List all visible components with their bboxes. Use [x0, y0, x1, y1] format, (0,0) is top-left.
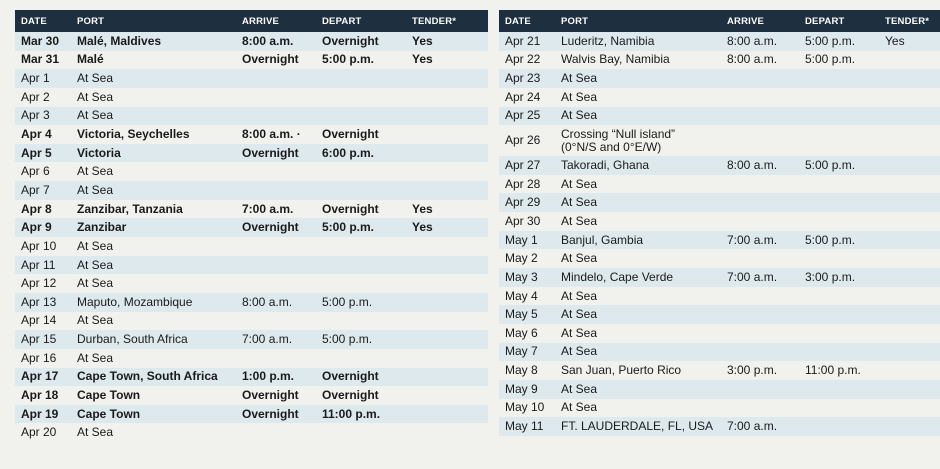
cell-depart: 5:00 p.m.: [322, 294, 373, 309]
cell-arrive: 7:00 a.m.: [727, 232, 778, 247]
cell-date: Apr 9: [21, 220, 52, 235]
cell-depart: [316, 69, 406, 88]
cell-port: At Sea: [77, 71, 114, 86]
table-row: [499, 51, 940, 70]
cell-tender: [406, 423, 488, 442]
cell-arrive: [236, 69, 316, 88]
table-row: [499, 69, 940, 88]
cell-port: Durban, South Africa: [77, 332, 188, 347]
cell-date: Apr 28: [505, 176, 541, 191]
cell-arrive: Overnight: [242, 52, 299, 67]
cell-arrive: [721, 249, 799, 268]
cell-tender: [406, 330, 488, 349]
cell-depart: [799, 193, 879, 212]
cell-port: At Sea: [77, 89, 114, 104]
cell-depart: 5:00 p.m.: [805, 52, 856, 67]
table-row: [15, 312, 488, 331]
cell-depart: Overnight: [322, 201, 379, 216]
cell-depart: [799, 343, 879, 362]
cell-port: At Sea: [561, 381, 598, 396]
cell-depart: [799, 175, 879, 194]
cell-date: Apr 2: [21, 89, 50, 104]
cell-tender: [879, 107, 940, 126]
table-row: [499, 268, 940, 287]
cell-port: At Sea: [561, 325, 598, 340]
cell-arrive: [721, 343, 799, 362]
table-row: [15, 181, 488, 200]
cell-date: May 1: [505, 232, 538, 247]
cell-port: Zanzibar: [77, 220, 127, 235]
cell-port: Cape Town: [77, 406, 141, 421]
cell-arrive: Overnight: [242, 220, 299, 235]
cell-date: May 5: [505, 307, 538, 322]
cell-date: Apr 17: [21, 369, 59, 384]
cell-depart: [799, 69, 879, 88]
cell-date: Apr 21: [505, 33, 541, 48]
cell-port: Maputo, Mozambique: [77, 294, 193, 309]
table-row: [499, 417, 940, 436]
cell-port: Cape Town, South Africa: [77, 369, 218, 384]
cell-arrive: [236, 237, 316, 256]
cell-tender: [879, 231, 940, 250]
cell-arrive: [236, 107, 316, 126]
cell-date: Apr 22: [505, 52, 541, 67]
cell-tender: [406, 293, 488, 312]
table-row: [15, 237, 488, 256]
cell-depart: [799, 324, 879, 343]
cell-port: At Sea: [561, 288, 598, 303]
cell-depart: [316, 107, 406, 126]
cell-depart: 11:00 p.m.: [805, 363, 861, 378]
cell-date: Apr 3: [21, 108, 50, 123]
cell-tender: [879, 268, 940, 287]
schedule-table: [499, 10, 940, 436]
cell-depart: Overnight: [322, 33, 379, 48]
cell-arrive: [721, 193, 799, 212]
cell-date: May 6: [505, 325, 538, 340]
cell-tender: Yes: [885, 33, 905, 48]
table-row: [15, 349, 488, 368]
cell-depart: [799, 88, 879, 107]
cell-depart: [799, 417, 879, 436]
cell-date: Apr 11: [21, 257, 56, 272]
cell-arrive: [721, 324, 799, 343]
cell-depart: [316, 256, 406, 275]
table-row: [499, 324, 940, 343]
header-port: PORT: [561, 15, 589, 27]
table-row: [15, 405, 488, 424]
cell-tender: [406, 368, 488, 387]
cell-arrive: 8:00 a.m.: [242, 294, 293, 309]
cell-port: Walvis Bay, Namibia: [561, 52, 670, 67]
cell-date: May 11: [505, 418, 544, 433]
cell-depart: [799, 305, 879, 324]
cell-date: May 7: [505, 344, 538, 359]
table-row: [15, 368, 488, 387]
cell-depart: [799, 125, 879, 156]
cell-date: Apr 6: [21, 164, 50, 179]
table-row: [15, 51, 488, 70]
cell-date: Apr 15: [21, 332, 57, 347]
cell-tender: [879, 324, 940, 343]
cell-port: At Sea: [561, 195, 598, 210]
table-row: [499, 156, 940, 175]
cell-arrive: [721, 69, 799, 88]
cell-depart: 5:00 p.m.: [805, 158, 856, 173]
cell-depart: [316, 274, 406, 293]
table-row: [15, 256, 488, 275]
cell-depart: [799, 287, 879, 306]
cell-tender: [406, 274, 488, 293]
cell-tender: [879, 88, 940, 107]
table-row: [499, 107, 940, 126]
cell-port: At Sea: [561, 108, 598, 123]
cell-depart: [316, 181, 406, 200]
cell-arrive: [721, 399, 799, 418]
table-row: [15, 88, 488, 107]
cell-tender: Yes: [412, 52, 433, 67]
cell-tender: Yes: [412, 220, 433, 235]
table-row: [15, 200, 488, 219]
cell-port: Victoria: [77, 145, 121, 160]
table-row: [15, 330, 488, 349]
cell-depart: 5:00 p.m.: [805, 33, 856, 48]
table-row: [499, 125, 940, 156]
cell-depart: Overnight: [322, 127, 379, 142]
cell-arrive: [721, 212, 799, 231]
cell-tender: [879, 417, 940, 436]
cell-depart: [799, 107, 879, 126]
cell-tender: [406, 237, 488, 256]
cell-tender: [406, 386, 488, 405]
cell-arrive: [236, 312, 316, 331]
cell-date: Apr 16: [21, 350, 57, 365]
table-row: [15, 274, 488, 293]
cell-tender: [406, 405, 488, 424]
cell-port: Victoria, Seychelles: [77, 127, 190, 142]
cell-date: Apr 18: [21, 387, 59, 402]
cell-port: At Sea: [561, 89, 598, 104]
cell-port: At Sea: [77, 425, 114, 440]
cell-depart: [316, 162, 406, 181]
header-port: PORT: [77, 15, 105, 27]
cell-date: Apr 12: [21, 276, 57, 291]
cell-arrive: 8:00 a.m. ·: [242, 127, 301, 142]
cell-tender: Yes: [412, 201, 433, 216]
table-row: [499, 305, 940, 324]
cell-arrive: 7:00 a.m.: [727, 418, 778, 433]
cell-arrive: Overnight: [242, 387, 299, 402]
table-row: [499, 32, 940, 51]
cell-depart: Overnight: [322, 387, 379, 402]
cell-tender: [879, 51, 940, 70]
table-row: [15, 162, 488, 181]
cell-port: Cape Town: [77, 387, 141, 402]
cell-port: Malé: [77, 52, 104, 67]
header-date: DATE: [21, 15, 47, 27]
cell-tender: [879, 287, 940, 306]
itinerary-table-right: [499, 10, 940, 436]
cell-arrive: Overnight: [242, 145, 299, 160]
cell-date: Apr 5: [21, 145, 52, 160]
cell-arrive: [236, 256, 316, 275]
cell-port: At Sea: [77, 164, 114, 179]
cell-depart: Overnight: [322, 369, 379, 384]
cell-depart: 6:00 p.m.: [322, 145, 375, 160]
cell-port: At Sea: [561, 251, 598, 266]
cell-tender: [406, 107, 488, 126]
cell-date: Apr 14: [21, 313, 57, 328]
cell-date: May 9: [505, 381, 538, 396]
cell-arrive: 7:00 a.m.: [727, 269, 778, 284]
cell-port: At Sea: [77, 238, 114, 253]
table-row: [15, 32, 488, 51]
cell-depart: 5:00 p.m.: [322, 220, 375, 235]
cell-arrive: [721, 107, 799, 126]
cell-tender: [879, 212, 940, 231]
cell-date: May 8: [505, 363, 538, 378]
header-tender: TENDER*: [885, 15, 930, 27]
cell-date: Apr 30: [505, 213, 541, 228]
schedule-body: [15, 32, 488, 442]
table-row: [499, 212, 940, 231]
cell-port: Takoradi, Ghana: [561, 158, 650, 173]
cell-port: At Sea: [561, 344, 598, 359]
cell-tender: [406, 125, 488, 144]
table-row: [15, 125, 488, 144]
cell-port: At Sea: [77, 182, 114, 197]
cell-date: Apr 29: [505, 195, 541, 210]
cell-port-line1: Crossing “Null island”: [561, 126, 676, 141]
cell-arrive: [721, 175, 799, 194]
cell-tender: [406, 69, 488, 88]
header-depart: DEPART: [322, 15, 362, 27]
cell-date: Apr 25: [505, 108, 541, 123]
cell-date: Apr 26: [505, 133, 541, 148]
header-tender: TENDER*: [412, 15, 457, 27]
table-row: [15, 107, 488, 126]
table-row: [499, 88, 940, 107]
cell-arrive: [721, 125, 799, 156]
cell-tender: [406, 162, 488, 181]
cell-port: Zanzibar, Tanzania: [77, 201, 183, 216]
cell-arrive: 8:00 a.m.: [727, 52, 778, 67]
cell-tender: [406, 312, 488, 331]
cell-port: [555, 125, 721, 156]
cell-arrive: 1:00 p.m.: [242, 369, 295, 384]
cell-arrive: [236, 181, 316, 200]
cell-tender: [879, 156, 940, 175]
cell-port: At Sea: [77, 257, 114, 272]
cell-port: At Sea: [561, 213, 598, 228]
cell-depart: [316, 88, 406, 107]
cell-date: Mar 31: [21, 52, 60, 67]
cell-tender: [879, 175, 940, 194]
table-row: [499, 193, 940, 212]
cell-port: At Sea: [77, 108, 114, 123]
cell-tender: [406, 88, 488, 107]
cell-arrive: [721, 287, 799, 306]
cell-date: May 3: [505, 269, 538, 284]
cell-tender: [879, 343, 940, 362]
cell-port-line2: (0°N/S and 0°E/W): [561, 139, 662, 154]
table-header-row: [15, 10, 488, 32]
cell-date: Apr 1: [21, 71, 50, 86]
header-date: DATE: [505, 15, 531, 27]
cell-tender: [879, 125, 940, 156]
cell-port: At Sea: [561, 400, 598, 415]
cell-tender: [879, 380, 940, 399]
cell-arrive: Overnight: [242, 406, 299, 421]
cell-tender: [406, 181, 488, 200]
cell-arrive: [236, 274, 316, 293]
cell-arrive: 8:00 a.m.: [242, 33, 294, 48]
cell-arrive: 7:00 a.m.: [242, 332, 293, 347]
cell-tender: [879, 249, 940, 268]
cell-depart: 3:00 p.m.: [805, 269, 856, 284]
cell-arrive: [721, 88, 799, 107]
table-row: [15, 218, 488, 237]
table-row: [499, 175, 940, 194]
cell-arrive: [236, 162, 316, 181]
cell-date: Apr 7: [21, 182, 50, 197]
cell-depart: 5:00 p.m.: [322, 332, 373, 347]
cell-tender: [406, 144, 488, 163]
cell-date: May 4: [505, 288, 538, 303]
cell-date: May 2: [505, 251, 538, 266]
cell-date: Apr 10: [21, 238, 57, 253]
header-arrive: ARRIVE: [242, 15, 280, 27]
cell-depart: [316, 349, 406, 368]
cell-tender: [879, 305, 940, 324]
cell-arrive: [721, 305, 799, 324]
cell-port: Mindelo, Cape Verde: [561, 269, 674, 284]
table-row: [499, 231, 940, 250]
itinerary-table-left: [15, 10, 488, 442]
cell-date: May 10: [505, 400, 545, 415]
header-arrive: ARRIVE: [727, 15, 765, 27]
cell-arrive: 8:00 a.m.: [727, 158, 778, 173]
cell-arrive: 8:00 a.m.: [727, 33, 778, 48]
cell-arrive: 3:00 p.m.: [727, 363, 778, 378]
table-row: [15, 144, 488, 163]
cell-port: Malé, Maldives: [77, 33, 162, 48]
cell-tender: [406, 256, 488, 275]
cell-tender: [879, 361, 940, 380]
cell-depart: 5:00 p.m.: [322, 52, 375, 67]
cell-date: Mar 30: [21, 33, 60, 48]
cell-port: Banjul, Gambia: [561, 232, 644, 247]
cell-date: Apr 13: [21, 294, 57, 309]
cell-depart: 5:00 p.m.: [805, 232, 856, 247]
cell-date: Apr 20: [21, 425, 57, 440]
cell-port: At Sea: [561, 307, 598, 322]
cell-date: Apr 8: [21, 201, 52, 216]
cell-port: FT. LAUDERDALE, FL, USA: [561, 418, 714, 433]
cell-port: San Juan, Puerto Rico: [561, 363, 682, 378]
cell-port: Luderitz, Namibia: [561, 33, 655, 48]
cell-tender: Yes: [412, 33, 433, 48]
table-header-row: [499, 10, 940, 32]
cell-port: At Sea: [77, 350, 114, 365]
schedule-table: [15, 10, 488, 442]
cell-depart: [316, 237, 406, 256]
cell-port: At Sea: [77, 276, 114, 291]
cell-date: Apr 24: [505, 89, 541, 104]
table-row: [499, 399, 940, 418]
header-depart: DEPART: [805, 15, 845, 27]
cell-date: Apr 4: [21, 127, 52, 142]
cell-depart: [799, 249, 879, 268]
cell-depart: [316, 312, 406, 331]
schedule-body: [499, 32, 940, 436]
cell-depart: [799, 399, 879, 418]
table-row: [15, 386, 488, 405]
cell-tender: [879, 399, 940, 418]
cell-tender: [406, 349, 488, 368]
cell-depart: [799, 380, 879, 399]
cell-depart: [316, 423, 406, 442]
table-row: [499, 249, 940, 268]
table-row: [499, 343, 940, 362]
table-row: [15, 423, 488, 442]
cell-date: Apr 19: [21, 406, 59, 421]
cell-date: Apr 23: [505, 71, 541, 86]
cell-depart: 11:00 p.m.: [322, 406, 381, 421]
cell-port: At Sea: [77, 313, 114, 328]
cell-depart: [799, 212, 879, 231]
cell-arrive: [236, 349, 316, 368]
cell-tender: [879, 69, 940, 88]
cell-date: Apr 27: [505, 158, 541, 173]
cell-tender: [879, 193, 940, 212]
cell-port: At Sea: [561, 176, 598, 191]
table-row: [499, 361, 940, 380]
cell-arrive: [236, 88, 316, 107]
cell-arrive: [236, 423, 316, 442]
cell-arrive: [721, 380, 799, 399]
table-row: [499, 287, 940, 306]
table-row: [15, 69, 488, 88]
table-row: [15, 293, 488, 312]
cell-port: At Sea: [561, 71, 598, 86]
cell-arrive: 7:00 a.m.: [242, 201, 294, 216]
table-row: [499, 380, 940, 399]
